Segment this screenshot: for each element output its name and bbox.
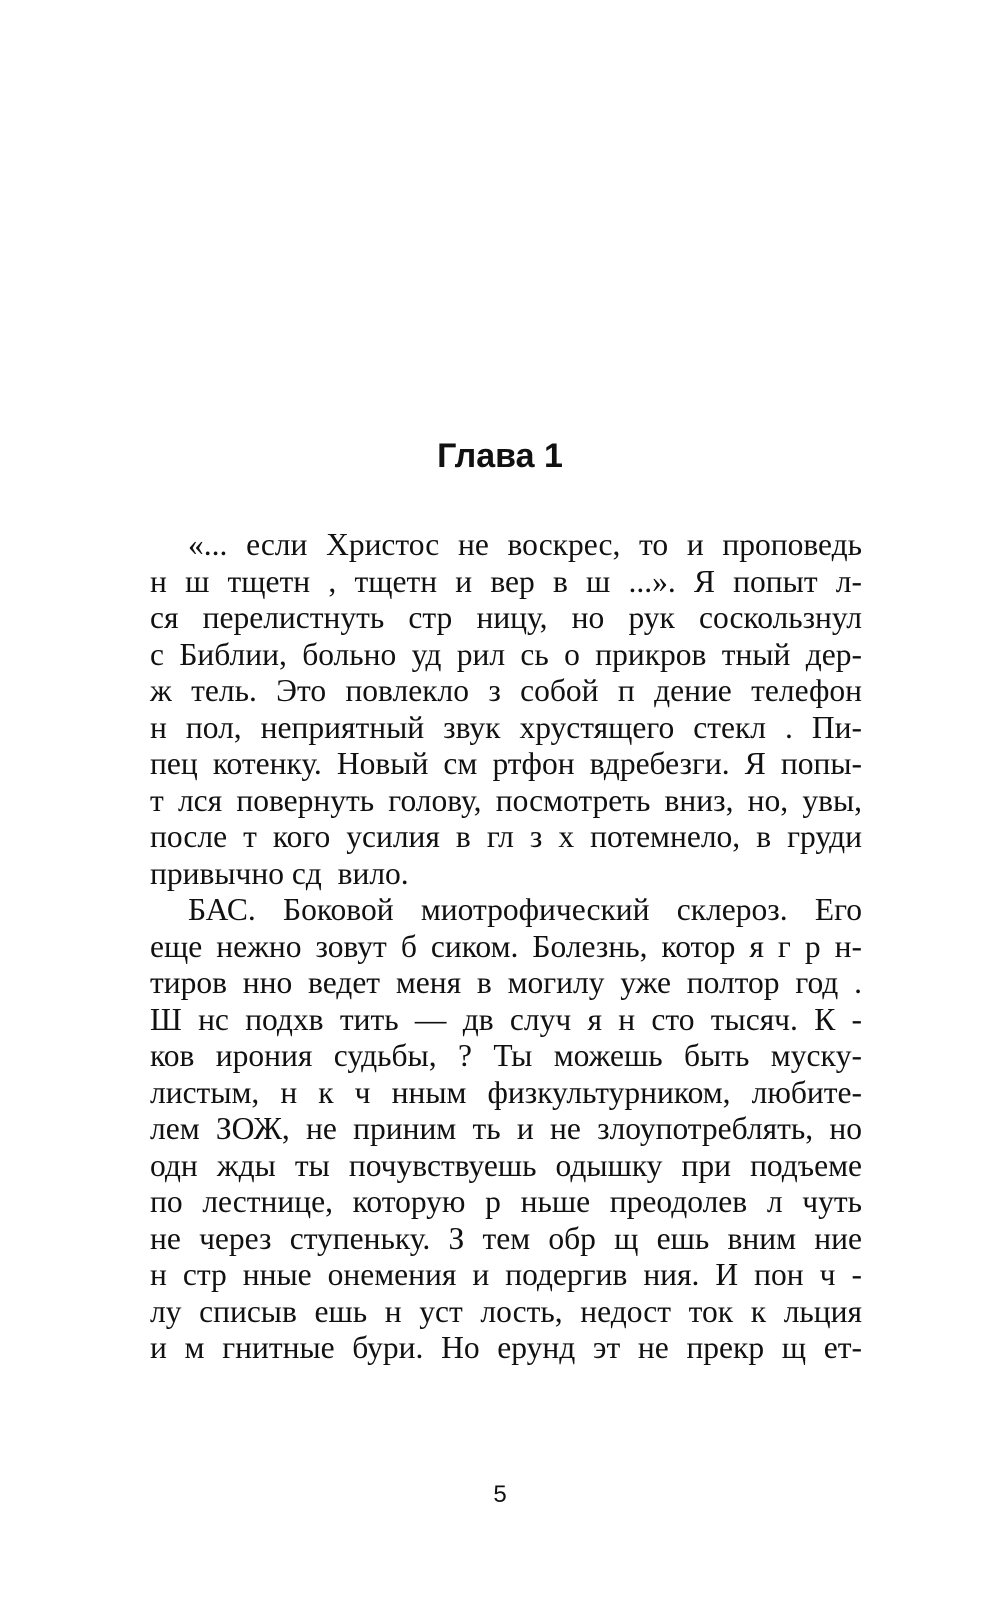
text-line: одн жды ты почувствуешь одышку при подъеме	[150, 1147, 862, 1183]
text-line: и м гнитные бури. Но ерунд эт не прекр щ ет-	[150, 1330, 862, 1365]
text-line: «... если Христос не воскрес, то и проповедь	[188, 527, 862, 562]
chapter-body-text	[150, 527, 862, 1367]
text-line: н стр нные онемения и подергив ния. И пон ч -	[150, 1257, 862, 1292]
text-line: привычно сд вило.	[150, 855, 409, 891]
text-line: по лестнице, которую р ньше преодолев л чуть	[150, 1184, 862, 1219]
text-line: не через ступеньку. З тем обр щ ешь вним ние	[150, 1220, 862, 1256]
text-line: Ш нс подхв тить — дв случ я н сто тысяч. К -	[150, 1001, 862, 1037]
text-line: после т кого усилия в гл з х потемнело, в груди	[150, 819, 862, 854]
text-line: ся перелистнуть стр ницу, но рук соскользнул	[150, 600, 862, 635]
text-line: БАС. Боковой миотрофический склероз. Его	[188, 892, 862, 927]
text-line: лем ЗОЖ, не приним ть и не злоупотреблять, но	[150, 1111, 862, 1146]
text-line: пец котенку. Новый см ртфон вдребезги. Я попы-	[150, 746, 862, 781]
text-line: т лся повернуть голову, посмотреть вниз, но, увы,	[150, 782, 862, 818]
page-number: 5	[493, 1481, 507, 1508]
text-line: ков ирония судьбы, ? Ты можешь быть мускy-	[150, 1038, 862, 1073]
text-line: ж тель. Это повлекло з собой п дение телефон	[150, 673, 862, 708]
chapter-title: Глава 1	[437, 437, 563, 475]
text-line: листым, н к ч нным физкультурником, любите-	[150, 1074, 862, 1110]
text-line: еще нежно зовут б сиком. Болезнь, котор я г р н-	[150, 928, 862, 964]
text-line: лу списыв ешь н уст лость, недост ток к льция	[150, 1293, 862, 1329]
text-line: н пол, неприятный звук хрустящего стекл . Пи-	[150, 709, 862, 745]
text-line: н ш тщетн , тщетн и вер в ш ...». Я попыт л-	[150, 563, 862, 599]
text-line: с Библии, больно уд рил сь о прикров тный дер-	[150, 636, 862, 672]
text-line: тиров нно ведет меня в могилу уже полтор год .	[150, 965, 862, 1000]
